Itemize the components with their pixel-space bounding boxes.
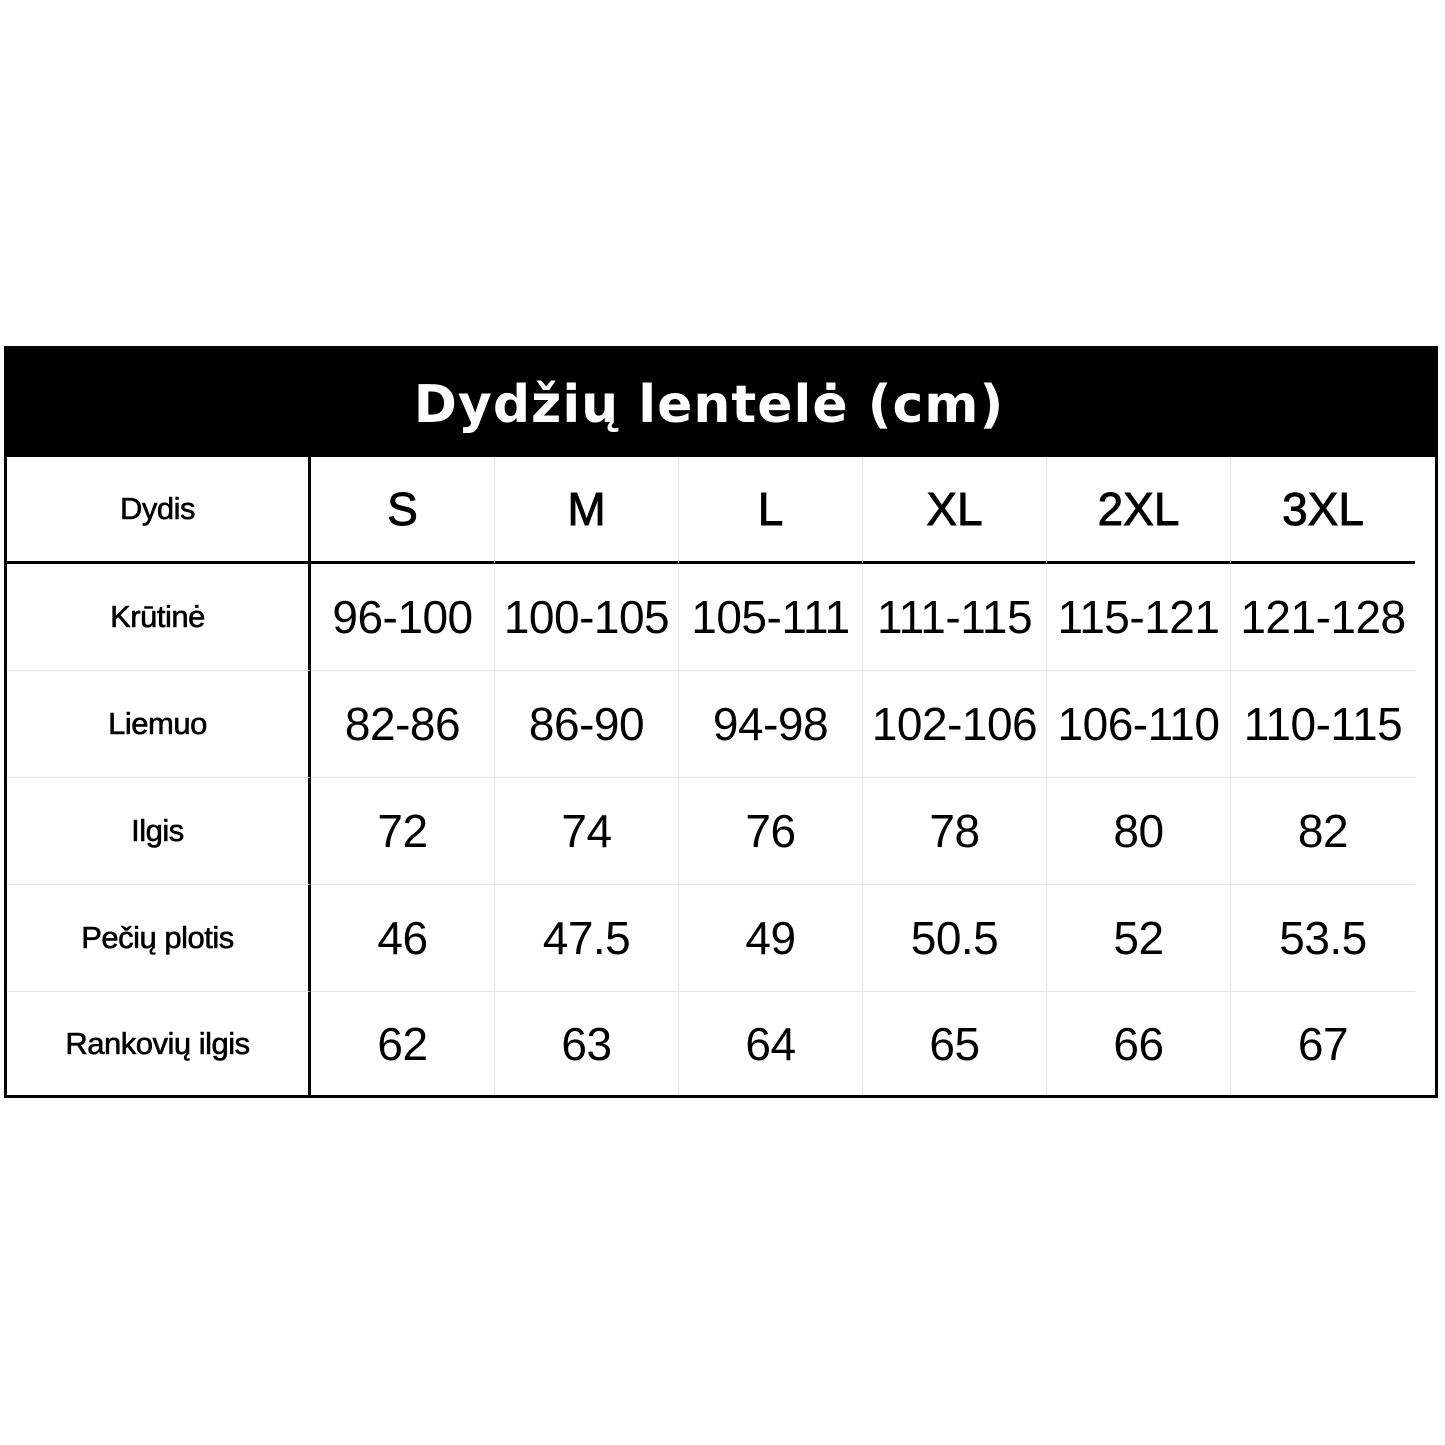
table-cell: 50.5 <box>863 885 1047 992</box>
table-cell: 46 <box>311 885 495 992</box>
table-cell: 80 <box>1047 778 1231 885</box>
header-label-cell <box>7 457 311 564</box>
table-cell: 111-115 <box>863 564 1047 671</box>
size-chart-table <box>4 346 1438 1098</box>
table-cell: 105-111 <box>679 564 863 671</box>
table-cell: 100-105 <box>495 564 679 671</box>
table-cell: 121-128 <box>1231 564 1415 671</box>
row-label-chest: Krūtinė <box>7 564 311 671</box>
title-bar <box>7 349 1435 457</box>
size-grid <box>7 457 1435 1095</box>
table-cell: 94-98 <box>679 671 863 778</box>
row-label-sleeve-length: Rankovių ilgis <box>7 992 311 1095</box>
size-header-m: M <box>495 457 679 564</box>
table-cell: 49 <box>679 885 863 992</box>
table-cell: 82-86 <box>311 671 495 778</box>
table-cell: 76 <box>679 778 863 885</box>
table-cell: 102-106 <box>863 671 1047 778</box>
row-label-waist: Liemuo <box>7 671 311 778</box>
size-header-l: L <box>679 457 863 564</box>
table-cell: 62 <box>311 992 495 1095</box>
table-cell: 63 <box>495 992 679 1095</box>
table-cell: 110-115 <box>1231 671 1415 778</box>
chart-title: Dydžių lentelė (cm) <box>413 375 1005 435</box>
size-header-s: S <box>311 457 495 564</box>
size-header-2xl: 2XL <box>1047 457 1231 564</box>
table-cell: 96-100 <box>311 564 495 671</box>
table-cell: 67 <box>1297 1017 1349 1070</box>
table-cell: 115-121 <box>1047 564 1231 671</box>
table-cell: 64 <box>679 992 863 1095</box>
table-cell: 74 <box>495 778 679 885</box>
size-header-3xl: 3XL <box>1231 457 1415 564</box>
table-cell: 65 <box>863 992 1047 1095</box>
table-cell: 53.5 <box>1231 885 1415 992</box>
row-label-length: Ilgis <box>7 778 311 885</box>
header-label: Dydis <box>119 491 195 526</box>
row-label-shoulder-width: Pečių plotis <box>7 885 311 992</box>
table-cell: 86-90 <box>495 671 679 778</box>
size-header-xl: XL <box>863 457 1047 564</box>
table-cell: 82 <box>1231 778 1415 885</box>
table-cell: 72 <box>311 778 495 885</box>
table-cell: 106-110 <box>1047 671 1231 778</box>
table-cell: 66 <box>1047 992 1231 1095</box>
table-cell: 52 <box>1047 885 1231 992</box>
table-cell: 78 <box>863 778 1047 885</box>
table-cell: 47.5 <box>495 885 679 992</box>
